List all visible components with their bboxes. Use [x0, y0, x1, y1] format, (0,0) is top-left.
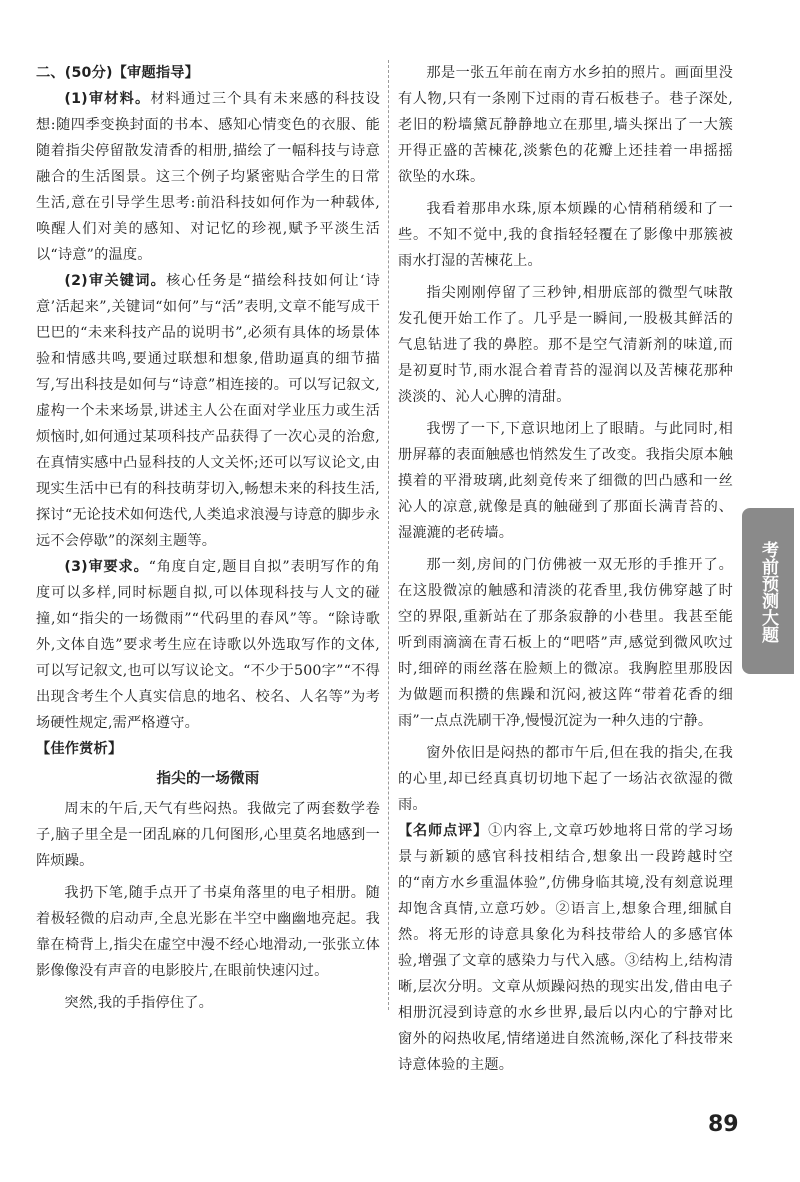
- essay-paragraph-6: 指尖刚刚停留了三秒钟,相册底部的微型气味散发孔便开始工作了。几乎是一瞬间,一股极其鲜活的气息钻进了我的鼻腔。那不是空气清新剂的味道,而是初夏时节,雨水混合着青苔的湿润以及苦楝花那种淡淡的、沁人心脾的清甜。: [398, 285, 733, 405]
- appreciation-heading: 【佳作赏析】: [36, 741, 123, 757]
- right-column: [398, 60, 733, 1078]
- left-column: [36, 60, 380, 1016]
- essay-paragraph-2: 我扔下笔,随手点开了书桌角落里的电子相册。随着极轻微的启动声,全息光影在半空中幽幽地亮起。我靠在椅背上,指尖在虚空中漫不经心地滑动,一张张立体影像像没有声音的电影胶片,在眼前快速闪过。: [36, 885, 380, 979]
- column-divider: [388, 60, 389, 1010]
- analysis-paragraph-3: [36, 554, 380, 736]
- essay-paragraph-8: 那一刻,房间的门仿佛被一双无形的手推开了。在这股微凉的触感和清淡的花香里,我仿佛穿越了时空的界限,重新站在了那条寂静的小巷里。我甚至能听到雨滴滴在青石板上的“吧嗒”声,感觉到微风吹过时,细碎的雨丝落在脸颊上的微凉。我胸腔里那股因为做题而积攒的焦躁和沉闷,被这阵“带着花香的细雨”一点点洗刷干净,慢慢沉淀为一种久违的宁静。: [398, 557, 733, 729]
- side-tab-label: 考前预测大题: [758, 541, 778, 643]
- analysis-text-2: 核心任务是“描绘科技如何让‘诗意’活起来”,关键词“如何”与“活”表明,文章不能写成干巴巴的“未来科技产品的说明书”,必须有具体的场景体验和情感共鸣,要通过联想和想象,借助逼真的细节描写,写出科技是如何与“诗意”相连接的。可以写记叙文,虚构一个未来场景,讲述主人公在面对学业压力或生活烦恼时,如何通过某项科技产品获得了一次心灵的治愈,在真情实感中凸显科技的人文关怀;还可以写议论文,由现实生活中已有的科技萌芽切入,畅想未来的科技生活,探讨“无论技术如何迭代,人类追求浪漫与诗意的脚步永远不会停歇”的深刻主题等。: [36, 273, 380, 549]
- essay-paragraph-5: 我看着那串水珠,原本烦躁的心情稍稍缓和了一些。不知不觉中,我的食指轻轻覆在了影像中那簇被雨水打湿的苦楝花上。: [398, 201, 733, 269]
- essay-paragraph-3: 突然,我的手指停住了。: [64, 995, 213, 1011]
- analysis-paragraph-2: [36, 268, 380, 554]
- analysis-label-3: (3)审要求。: [64, 559, 149, 575]
- essay-paragraph-7: 我愣了一下,下意识地闭上了眼睛。与此同时,相册屏幕的表面触感也悄然发生了改变。我指尖原本触摸着的平滑玻璃,此刻竟传来了细微的凹凸感和一丝沁人的凉意,就像是真的触碰到了那面长满青苔的、湿漉漉的老砖墙。: [398, 421, 733, 541]
- essay-title: 指尖的一场微雨: [156, 771, 260, 787]
- teacher-comment: [398, 818, 733, 1078]
- analysis-label-2: (2)审关键词。: [64, 273, 167, 289]
- analysis-text-3: “角度自定,题目自拟”表明写作的角度可以多样,同时标题自拟,可以体现科技与人文的碰撞,如“指尖的一场微雨”“代码里的春风”等。“除诗歌外,文体自选”要求考生应在诗歌以外选取写作的文体,可以写记叙文,也可以写议论文。“不少于500字”“不得出现含考生个人真实信息的地名、校名、人名等”为考场硬性规定,需严格遵守。: [36, 559, 381, 731]
- essay-paragraph-1: 周末的午后,天气有些闷热。我做完了两套数学卷子,脑子里全是一团乱麻的几何图形,心里莫名地感到一阵烦躁。: [36, 801, 380, 869]
- analysis-paragraph-1: [36, 86, 380, 268]
- analysis-label-1: (1)审材料。: [64, 91, 151, 107]
- comment-text: ①内容上,文章巧妙地将日常的学习场景与新颖的感官科技相结合,想象出一段跨越时空的“南方水乡重温体验”,仿佛身临其境,没有刻意说理却饱含真情,立意巧妙。②语言上,想象合理,细腻自然。将无形的诗意具象化为科技带给人的多感官体验,增强了文章的感染力与代入感。③结构上,结构清晰,层次分明。文章从烦躁闷热的现实出发,借由电子相册沉浸到诗意的水乡世界,最后以内心的宁静对比窗外的闷热收尾,情绪递进自然流畅,深化了科技带来诗意体验的主题。: [398, 823, 733, 1073]
- page-number: 89: [708, 1112, 739, 1137]
- essay-paragraph-4: 那是一张五年前在南方水乡拍的照片。画面里没有人物,只有一条刚下过雨的青石板巷子。巷子深处,老旧的粉墙黛瓦静静地立在那里,墙头探出了一大簇开得正盛的苦楝花,淡紫色的花瓣上还挂着一串摇摇欲坠的水珠。: [398, 65, 733, 185]
- essay-paragraph-9: 窗外依旧是闷热的都市午后,但在我的指尖,在我的心里,却已经真真切切地下起了一场沾衣欲湿的微雨。: [398, 745, 733, 813]
- comment-heading: 【名师点评】: [398, 823, 489, 839]
- analysis-text-1: 材料通过三个具有未来感的科技设想:随四季变换封面的书本、感知心情变色的衣服、能随着指尖停留散发清香的相册,描绘了一幅科技与诗意融合的生活图景。这三个例子均紧密贴合学生的日常生活,意在引导学生思考:前沿科技如何作为一种载体,唤醒人们对美的感知、对记忆的珍视,赋予平淡生活以“诗意”的温度。: [36, 91, 380, 263]
- side-tab: [742, 508, 794, 674]
- section-heading: 二、(50分)【审题指导】: [36, 65, 199, 81]
